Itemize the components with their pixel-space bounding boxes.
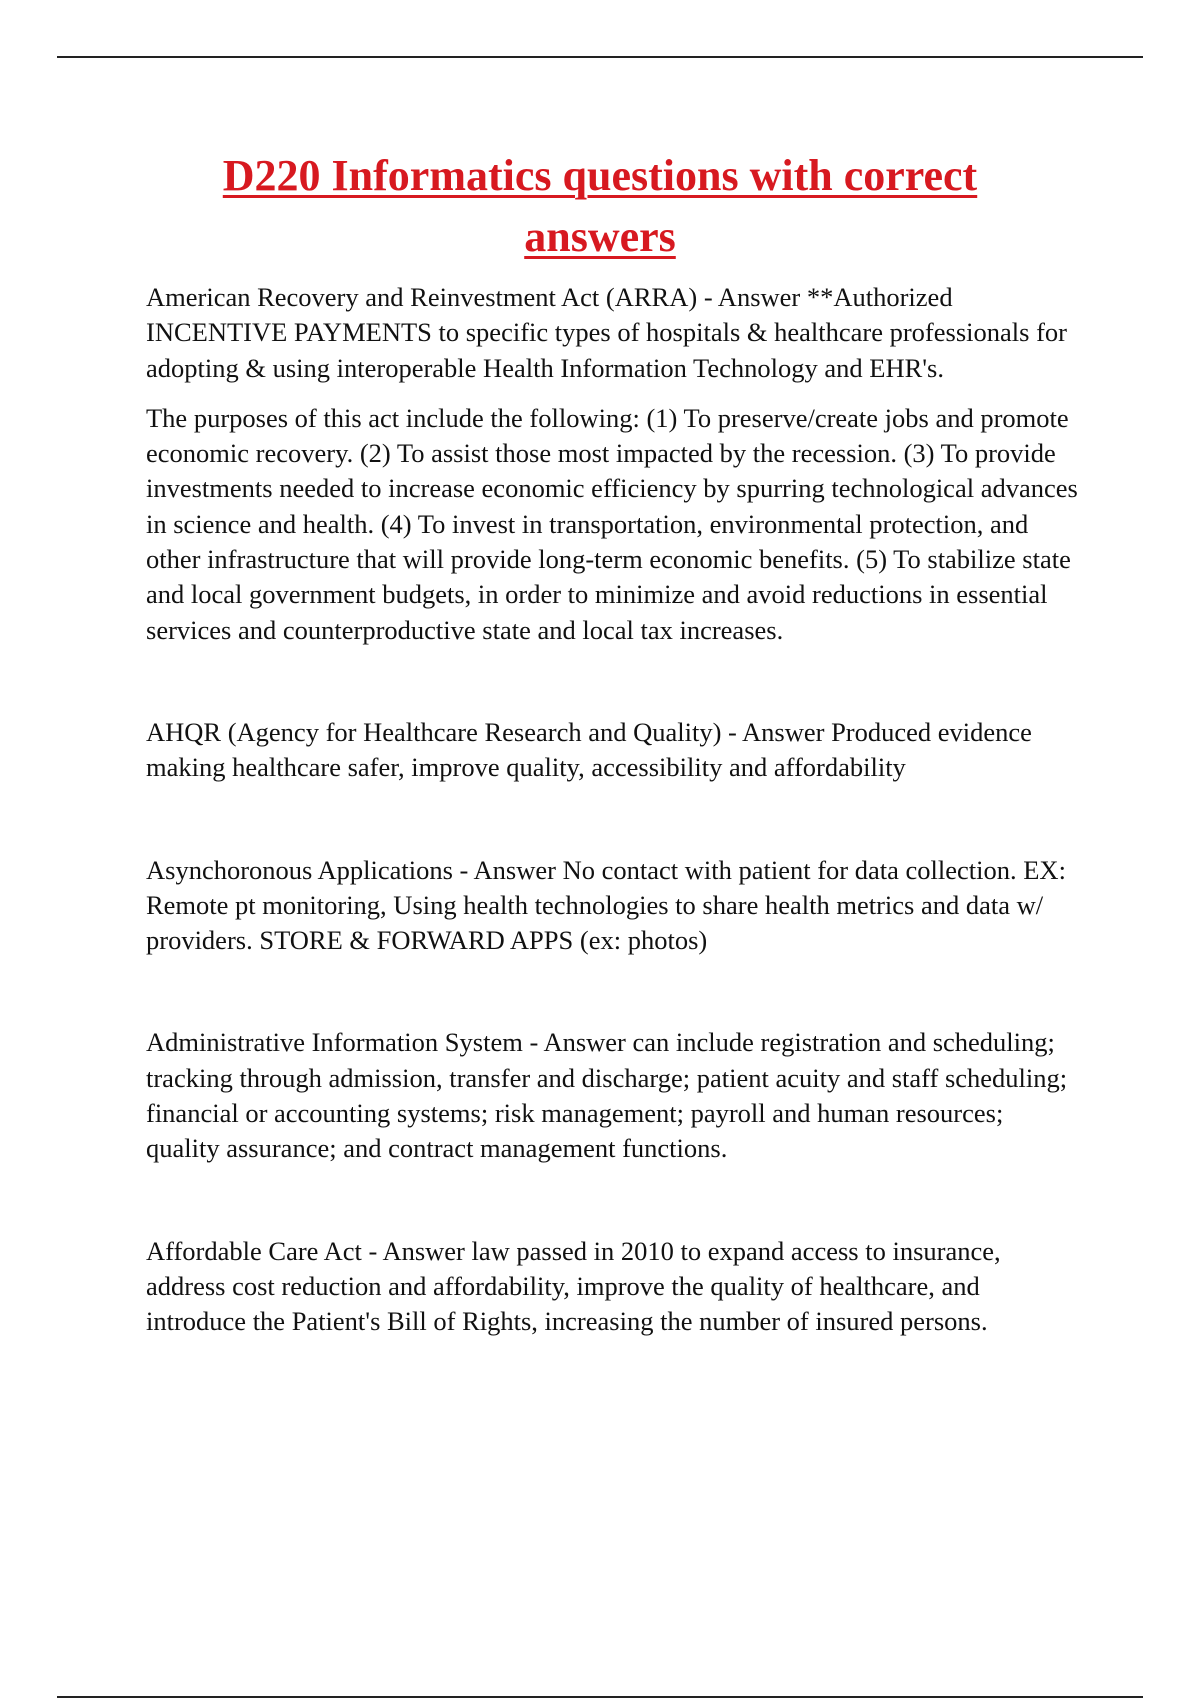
top-divider — [57, 56, 1143, 58]
document-body — [146, 280, 1080, 1340]
paragraph-ahqr: AHQR (Agency for Healthcare Research and Quality) - Answer Produced evidence making healthcare safer, improve quality, accessibility and affordability — [146, 716, 1032, 783]
paragraph-arra: American Recovery and Reinvestment Act (ARRA) - Answer **Authorized INCENTIVE PAYMENTS to specific types of hospitals & healthcare professionals for adopting & using interoperable Health Information Technology and EHR's. — [146, 282, 1067, 383]
paragraph-administrative-information-system: Administrative Information System - Answer can include registration and scheduling; tracking through admission, transfer and discharge; patient acuity and staff scheduling; financial or accounting systems; risk management; payroll and human resources; quality assurance; and contract management functions. — [146, 1027, 1068, 1164]
document-title: D220 Informatics questions with correct answers — [222, 151, 978, 261]
paragraph-asynchronous-applications: Asynchoronous Applications - Answer No contact with patient for data collection. EX: Remote pt monitoring, Using health technologies to share health metrics and data w/ providers. STORE & FORWARD APPS (ex: photos) — [146, 854, 1066, 956]
paragraph-affordable-care-act: Affordable Care Act - Answer law passed in 2010 to expand access to insurance, address cost reduction and affordability, improve the quality of healthcare, and introduce the Patient's Bill of Rights, increasing the number of insured persons. — [146, 1235, 1001, 1337]
bottom-divider — [57, 1696, 1143, 1698]
paragraph-arra-purposes: The purposes of this act include the following: (1) To preserve/create jobs and promote economic recovery. (2) To assist those most impacted by the recession. (3) To provide investments needed to increase economic efficiency by spurring technological advances in science and health. (4) To invest in transportation, environmental protection, and other infrastructure that will provide long-term economic benefits. (5) To stabilize state and local government budgets, in order to minimize and avoid reductions in essential services and counterproductive state and local tax increases. — [146, 402, 1078, 645]
